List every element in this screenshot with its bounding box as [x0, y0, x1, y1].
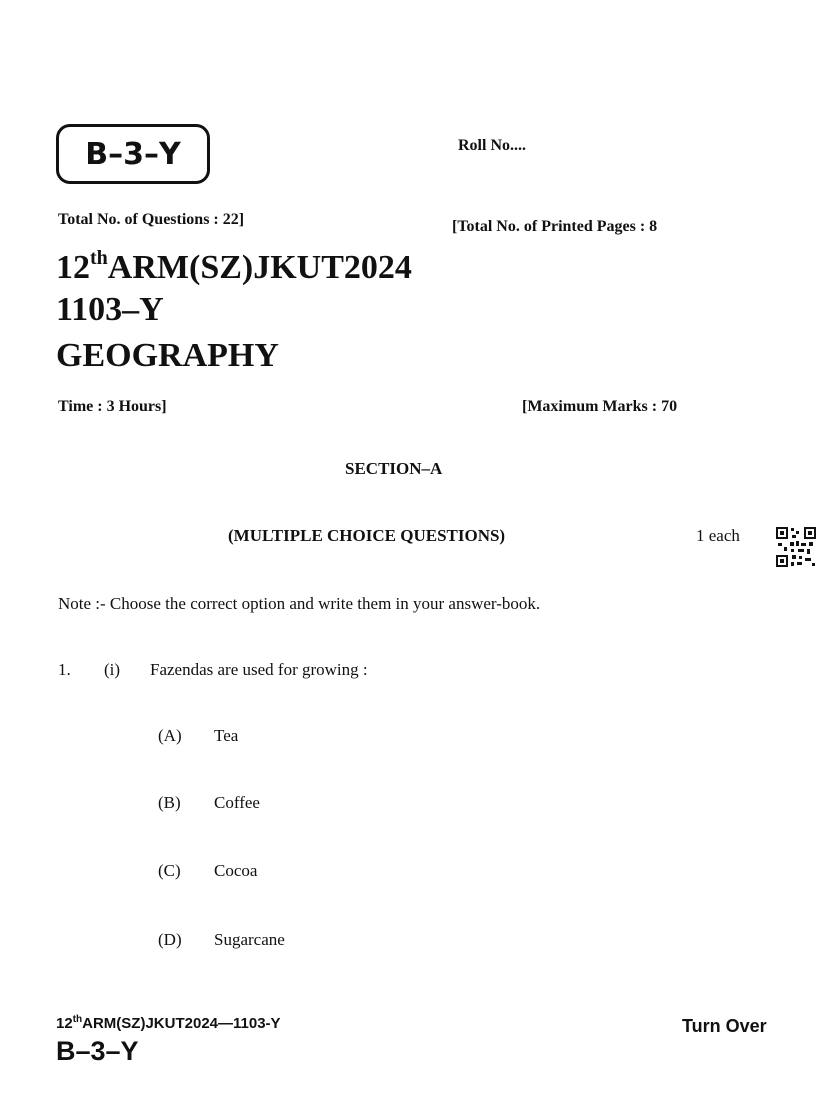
exam-time: Time : 3 Hours] [58, 398, 167, 415]
series-code: B–3–Y [85, 136, 181, 172]
roll-no-label: Roll No.... [458, 137, 526, 154]
option-letter-b: (B) [158, 793, 181, 812]
footer-exam-code [56, 1014, 281, 1032]
question-part: (i) [104, 660, 121, 679]
exam-code-rest: ARM(SZ)JKUT2024 [107, 249, 412, 286]
option-letter-a: (A) [158, 726, 182, 745]
footer-series-code: B–3–Y [56, 1036, 139, 1066]
exam-code [56, 247, 412, 287]
section-subtitle: (MULTIPLE CHOICE QUESTIONS) [228, 526, 506, 545]
exam-code-prefix: 12 [56, 249, 90, 286]
total-printed-pages: [Total No. of Printed Pages : 8 [452, 218, 658, 235]
option-text-b: Coffee [214, 793, 260, 812]
note-text: Note :- Choose the correct option and write them in your answer-book. [58, 594, 541, 613]
total-questions: Total No. of Questions : 22] [58, 211, 245, 228]
option-letter-c: (C) [158, 861, 181, 880]
option-text-d: Sugarcane [214, 930, 285, 949]
question-text: Fazendas are used for growing : [150, 660, 368, 679]
section-title: SECTION–A [345, 459, 443, 478]
option-text-c: Cocoa [214, 861, 258, 880]
footer-code-prefix: 12 [56, 1015, 73, 1032]
turn-over-label: Turn Over [682, 1016, 767, 1036]
marks-each: 1 each [696, 526, 740, 545]
series-code-box [56, 124, 210, 184]
question-number: 1. [58, 660, 71, 679]
subject-title: GEOGRAPHY [56, 337, 279, 374]
option-letter-d: (D) [158, 930, 182, 949]
instruction-note [58, 594, 540, 614]
option-text-a: Tea [214, 726, 239, 745]
footer-code-rest: ARM(SZ)JKUT2024—1103-Y [82, 1015, 281, 1032]
footer-code-sup: th [72, 1014, 83, 1025]
paper-code: 1103–Y [56, 291, 164, 328]
maximum-marks: [Maximum Marks : 70 [522, 398, 678, 415]
qr-code-icon [776, 527, 816, 567]
exam-code-sup: th [90, 247, 108, 269]
